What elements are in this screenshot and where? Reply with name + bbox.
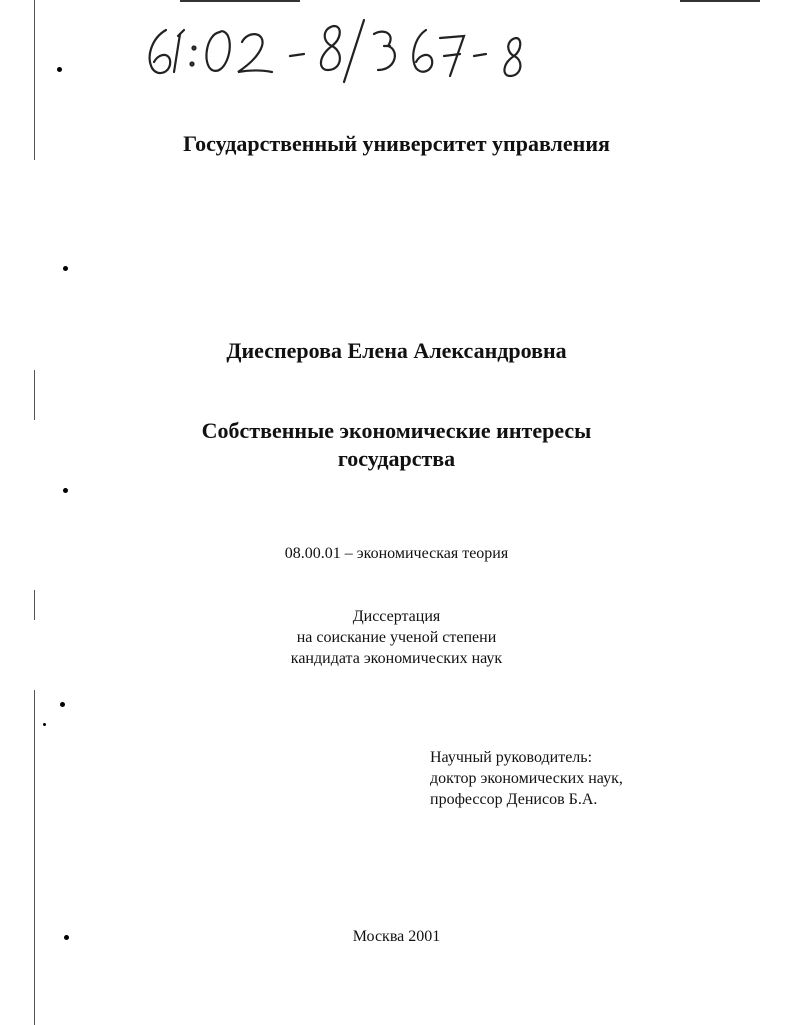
scan-edge-line — [180, 0, 300, 2]
handwritten-archive-code — [138, 8, 538, 88]
degree-statement — [0, 606, 793, 669]
thesis-title-line: государства — [337, 446, 456, 471]
degree-line: кандидата экономических наук — [290, 650, 503, 667]
scan-dot — [43, 723, 46, 726]
scan-margin-line — [34, 690, 35, 1025]
scan-dot — [60, 702, 65, 707]
scan-margin-line — [34, 370, 35, 420]
scan-dot — [63, 488, 68, 493]
supervisor-block — [430, 747, 623, 810]
author-name: Диесперова Елена Александровна — [226, 338, 567, 363]
city-year: Москва 2001 — [352, 928, 441, 945]
university-title: Государственный университет управления — [183, 131, 610, 156]
degree-line: Диссертация — [352, 608, 441, 625]
thesis-title — [0, 417, 793, 473]
supervisor-line: доктор экономических наук, — [430, 770, 623, 787]
scan-dot — [57, 67, 62, 72]
supervisor-line: Научный руководитель: — [430, 749, 593, 766]
degree-line: на соискание ученой степени — [296, 629, 497, 646]
supervisor-line: профессор Денисов Б.А. — [430, 791, 598, 808]
specialty-code: 08.00.01 – экономическая теория — [284, 545, 509, 562]
scan-edge-line — [680, 0, 760, 2]
scan-dot — [63, 266, 68, 271]
thesis-title-line: Собственные экономические интересы — [201, 418, 592, 443]
